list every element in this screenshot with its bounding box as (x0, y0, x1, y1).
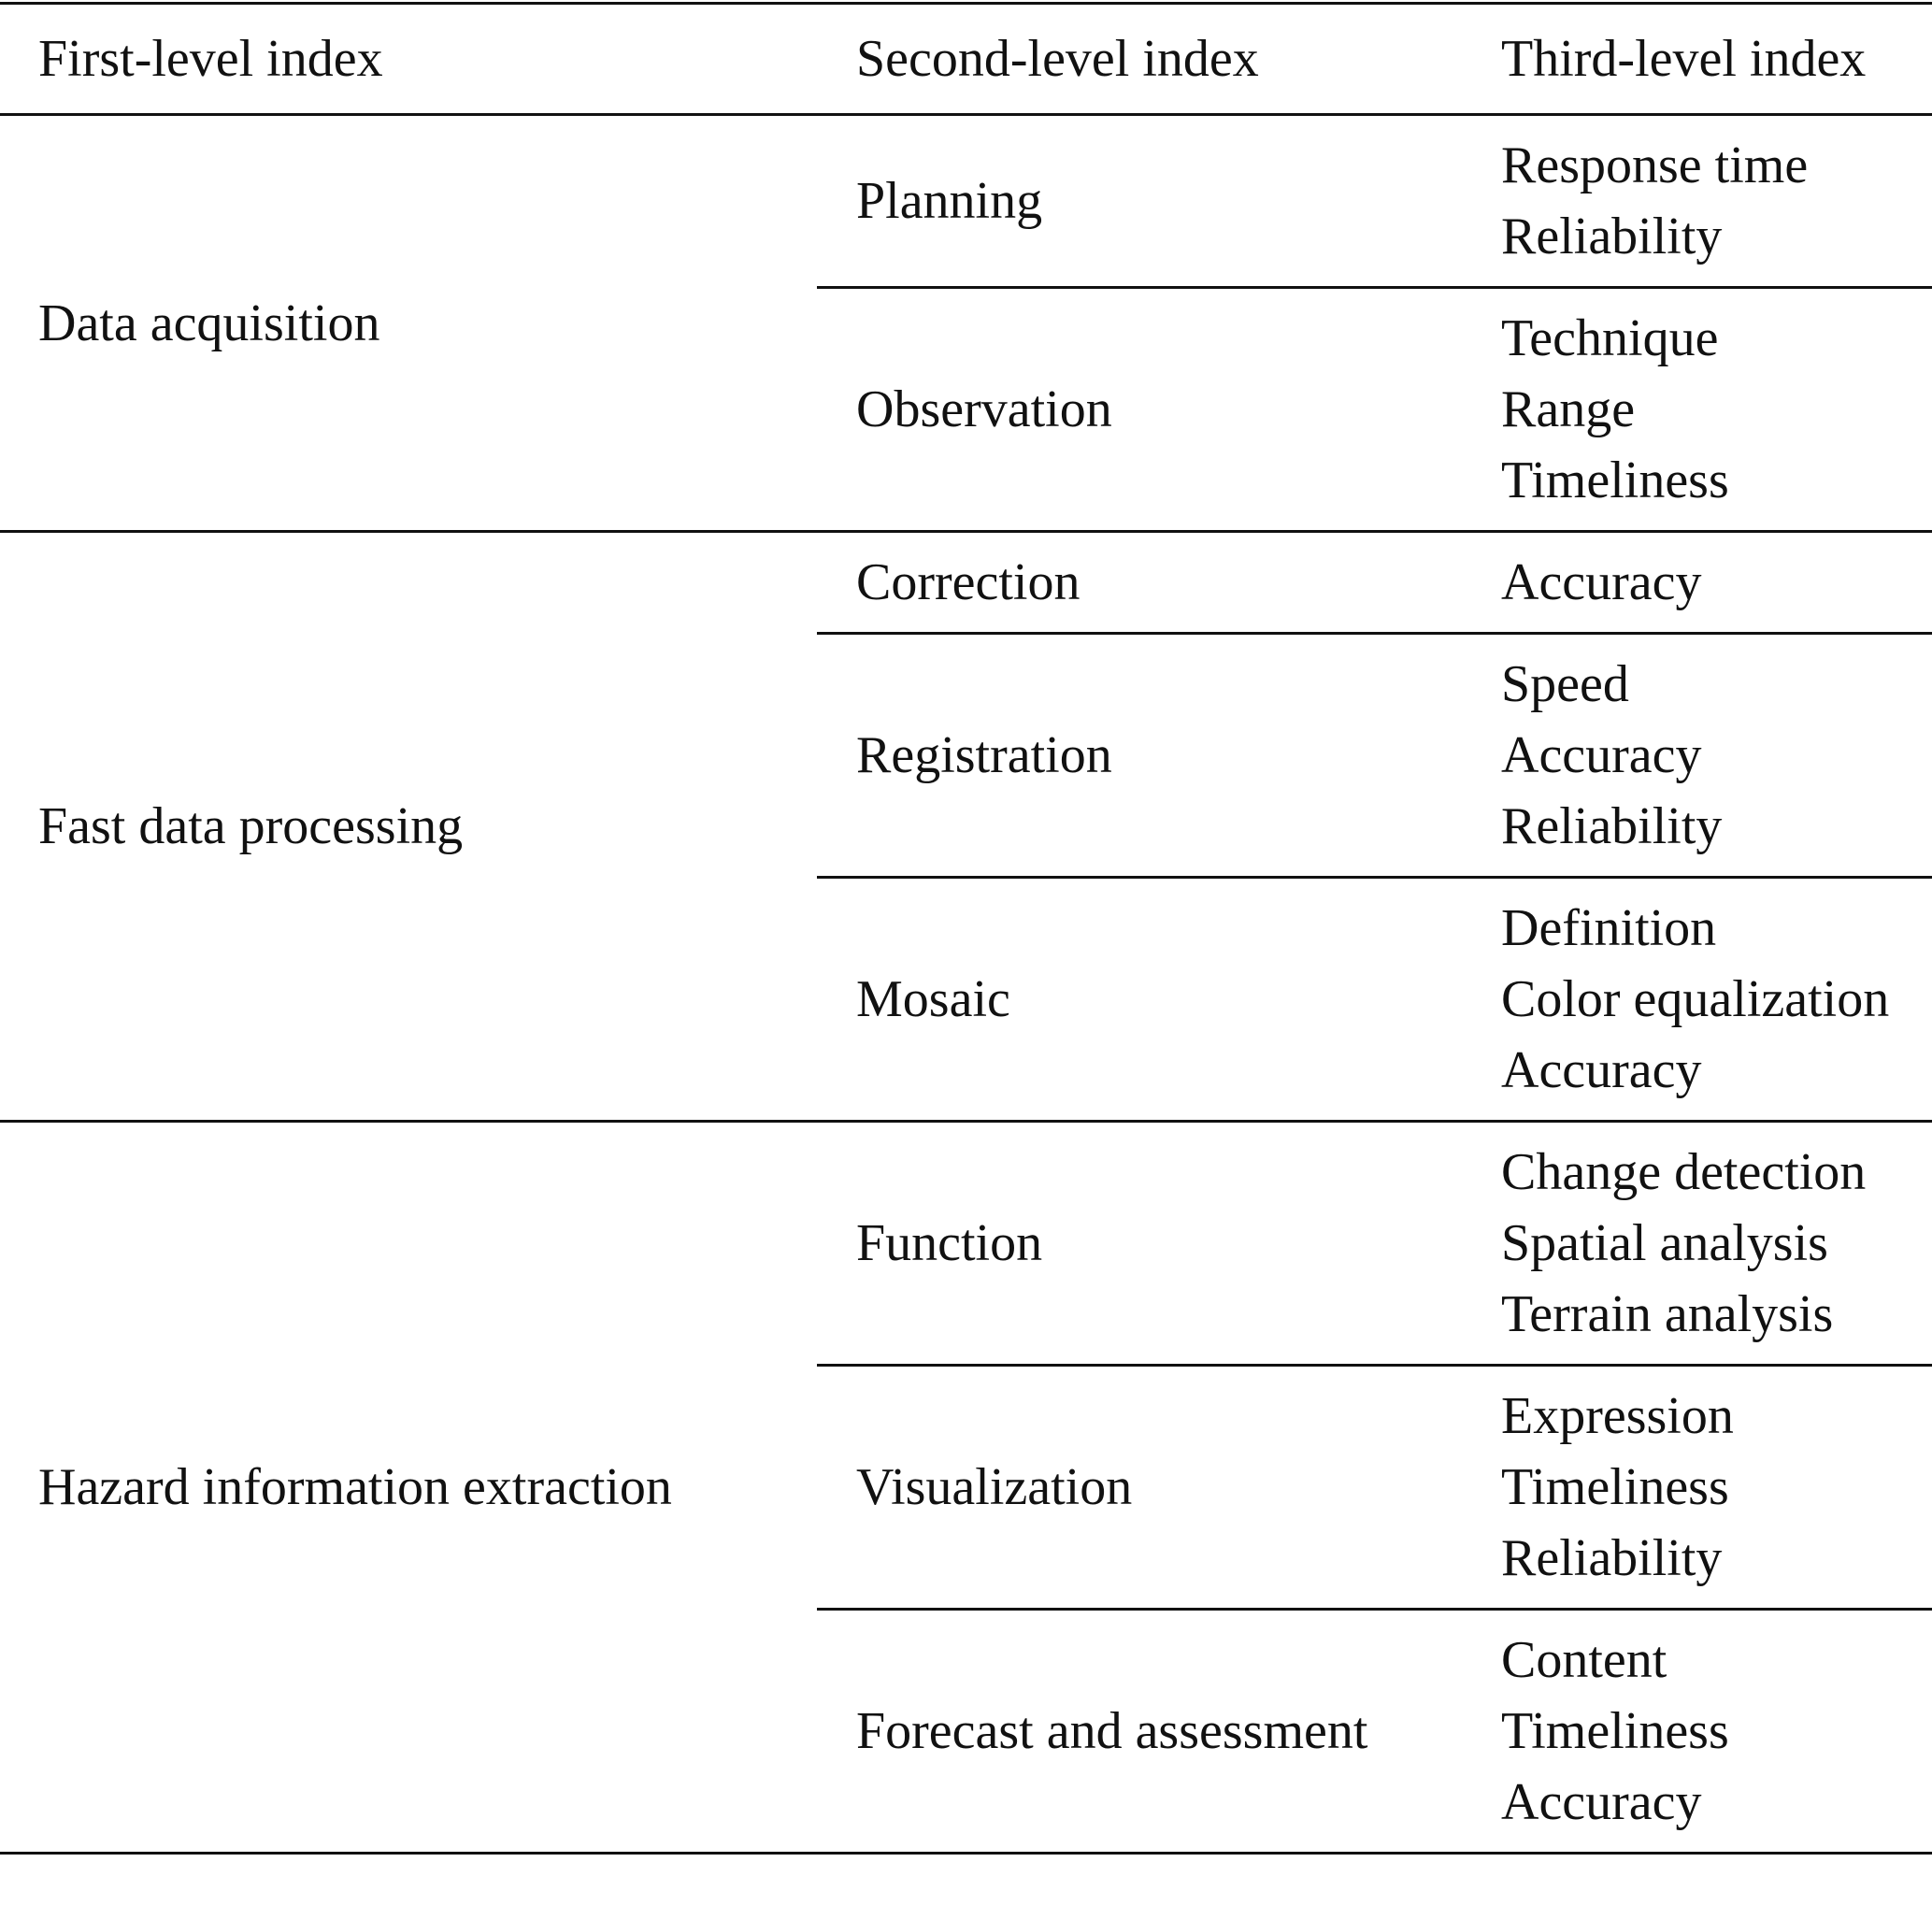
second-level-cell: Observation (817, 288, 1501, 532)
third-level-item: Reliability (1501, 208, 1723, 265)
third-level-item: Timeliness (1501, 451, 1729, 509)
third-level-cell (1501, 878, 1932, 1122)
second-level-cell: Visualization (817, 1366, 1501, 1610)
third-level-item: Spatial analysis (1501, 1214, 1828, 1272)
third-level-item: Change detection (1501, 1143, 1867, 1201)
third-level-item: Content (1501, 1631, 1667, 1689)
second-level-cell: Correction (817, 532, 1501, 634)
third-level-item: Expression (1501, 1387, 1734, 1445)
table-row (0, 1122, 1932, 1366)
third-level-cell (1501, 288, 1932, 532)
third-level-item: Response time (1501, 136, 1809, 194)
third-level-item: Speed (1501, 655, 1629, 713)
header-third-level: Third-level index (1501, 4, 1932, 115)
index-table (0, 2, 1932, 1855)
third-level-cell (1501, 1366, 1932, 1610)
third-level-item: Technique (1501, 309, 1719, 367)
third-level-item: Accuracy (1501, 726, 1702, 784)
third-level-item: Reliability (1501, 1529, 1723, 1587)
header-row (0, 4, 1932, 115)
first-level-cell: Hazard information extraction (0, 1122, 817, 1854)
third-level-item: Definition (1501, 899, 1717, 957)
third-level-item: Accuracy (1501, 1773, 1702, 1831)
table-row (0, 532, 1932, 634)
third-level-item: Timeliness (1501, 1458, 1729, 1516)
first-level-cell: Fast data processing (0, 532, 817, 1122)
header-second-level: Second-level index (817, 4, 1501, 115)
table-row (0, 115, 1932, 288)
third-level-item: Timeliness (1501, 1702, 1729, 1760)
second-level-cell: Forecast and assessment (817, 1610, 1501, 1854)
third-level-cell (1501, 634, 1932, 878)
third-level-item: Accuracy (1501, 553, 1702, 611)
second-level-cell: Function (817, 1122, 1501, 1366)
third-level-item: Reliability (1501, 797, 1723, 855)
second-level-cell: Mosaic (817, 878, 1501, 1122)
third-level-item: Accuracy (1501, 1041, 1702, 1099)
first-level-cell: Data acquisition (0, 115, 817, 532)
third-level-item: Terrain analysis (1501, 1285, 1834, 1343)
third-level-item: Color equalization (1501, 970, 1890, 1028)
third-level-cell (1501, 1122, 1932, 1366)
third-level-cell (1501, 532, 1932, 634)
second-level-cell: Planning (817, 115, 1501, 288)
third-level-cell (1501, 115, 1932, 288)
third-level-item: Range (1501, 380, 1636, 438)
third-level-cell (1501, 1610, 1932, 1854)
header-first-level: First-level index (0, 4, 817, 115)
second-level-cell: Registration (817, 634, 1501, 878)
